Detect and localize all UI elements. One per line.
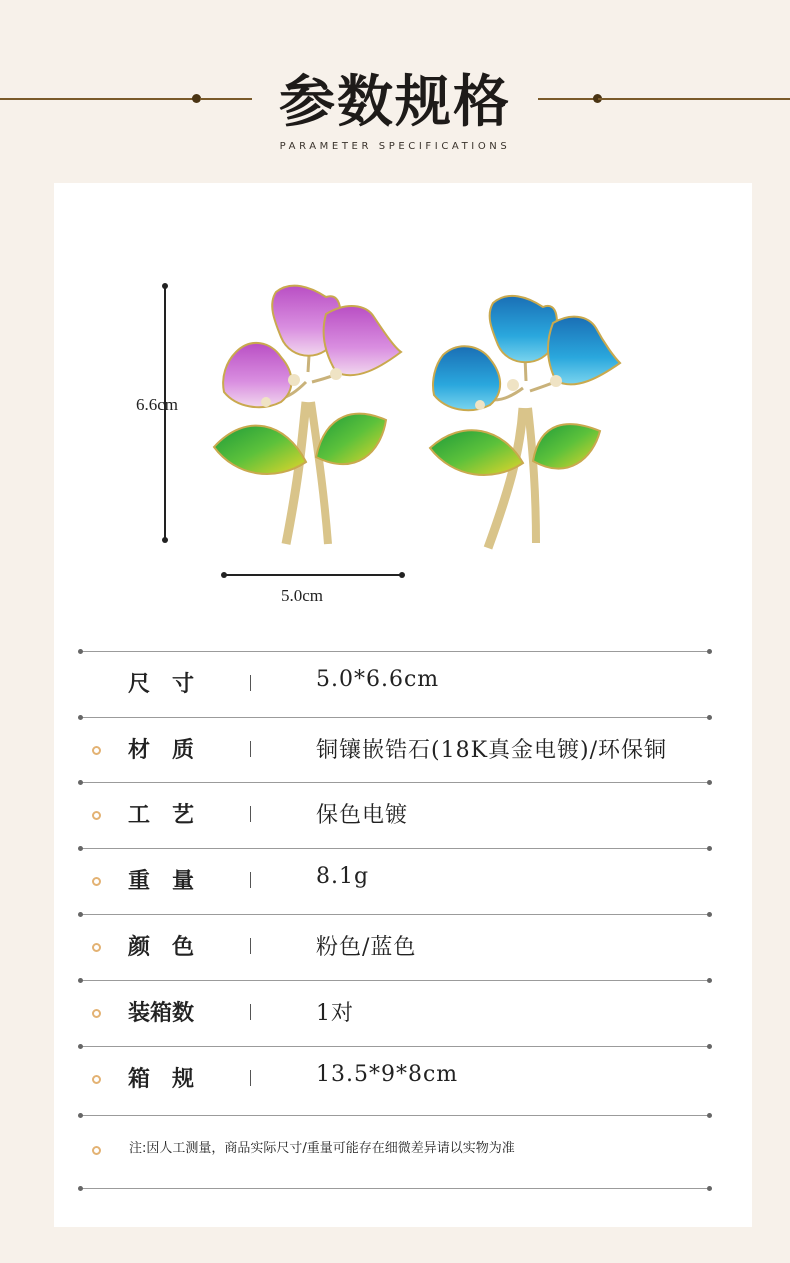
spec-separator	[250, 806, 251, 822]
spec-label: 装箱数	[128, 1000, 195, 1026]
spec-label: 颜 色	[128, 934, 195, 960]
height-dimension-label: 6.6cm	[136, 395, 179, 414]
spec-divider	[80, 914, 710, 915]
spec-row-weight	[80, 850, 710, 914]
header-rule-left	[0, 98, 196, 100]
header-rule-right-inner	[538, 98, 596, 100]
spec-bullet-icon	[92, 746, 101, 755]
spec-value: 保色电镀	[316, 803, 409, 828]
spec-label: 重 量	[128, 868, 195, 894]
pink-brooch-image	[206, 282, 416, 554]
spec-bullet-icon	[92, 877, 101, 886]
spec-row-material	[80, 719, 710, 783]
spec-separator	[250, 872, 251, 888]
page-header	[0, 0, 790, 180]
spec-label: 尺 寸	[128, 671, 195, 697]
width-dimension-line	[224, 574, 402, 576]
page-subtitle: PARAMETER SPECIFICATIONS	[279, 141, 511, 152]
spec-separator	[250, 741, 251, 757]
spec-divider	[80, 1115, 710, 1116]
spec-bullet-icon	[92, 943, 101, 952]
spec-bullet-icon	[92, 1009, 101, 1018]
spec-separator	[250, 1004, 251, 1020]
page-title: 参数规格	[279, 69, 511, 135]
spec-separator	[250, 938, 251, 954]
header-rule-right	[598, 98, 790, 100]
spec-row-size	[80, 653, 710, 717]
spec-row-color	[80, 916, 710, 980]
spec-value: 5.0*6.6cm	[316, 667, 440, 692]
measurement-note: 注:因人工测量，商品实际尺寸/重量可能存在细微差异请以实物为准	[129, 1141, 515, 1156]
spec-divider	[80, 980, 710, 981]
spec-label: 箱 规	[128, 1066, 195, 1092]
spec-divider	[80, 651, 710, 652]
blue-brooch-image	[428, 293, 628, 555]
note-bullet-icon	[92, 1146, 101, 1155]
spec-row-box-size	[80, 1048, 710, 1112]
width-dimension-label: 5.0cm	[281, 586, 324, 605]
spec-bullet-icon	[92, 1075, 101, 1084]
spec-divider	[80, 848, 710, 849]
spec-value: 8.1g	[316, 864, 370, 889]
spec-label: 工 艺	[128, 802, 195, 828]
spec-divider	[80, 1188, 710, 1189]
spec-separator	[250, 1070, 251, 1086]
spec-divider	[80, 717, 710, 718]
spec-value: 13.5*9*8cm	[316, 1062, 459, 1087]
spec-divider	[80, 1046, 710, 1047]
spec-label: 材 质	[128, 737, 195, 763]
spec-value: 粉色/蓝色	[316, 935, 417, 960]
spec-separator	[250, 675, 251, 691]
spec-row-craft	[80, 784, 710, 848]
spec-bullet-icon	[92, 811, 101, 820]
spec-row-packing-qty	[80, 982, 710, 1046]
spec-value: 铜镶嵌锆石(18K真金电镀)/环保铜	[316, 738, 668, 763]
spec-value: 1对	[316, 1001, 354, 1026]
